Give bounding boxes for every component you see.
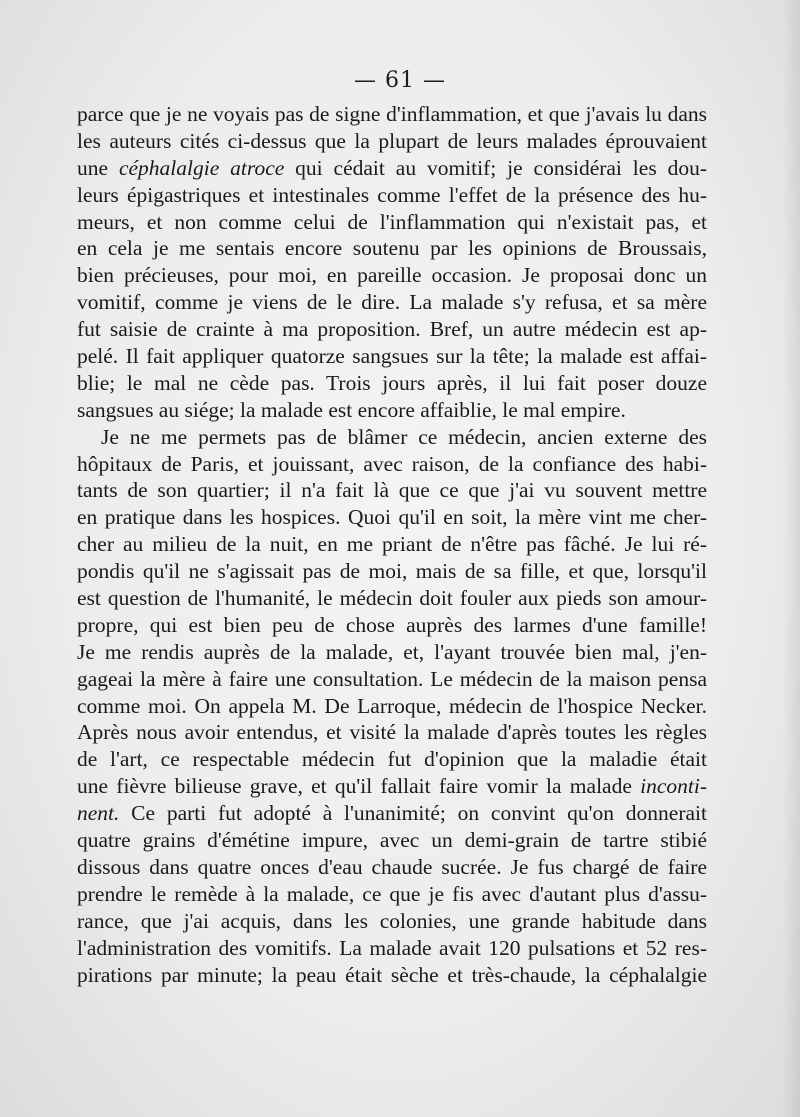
line-text: sangsues au siége; la malade est encore affaiblie, le mal empire. [77, 397, 626, 422]
line-text: vomitif, comme je viens de le dire. La malade s'y refusa, et sa mère [77, 290, 707, 315]
line-text: pirations par minute; la peau était sèche et très-chaude, la céphalalgie [77, 962, 707, 987]
line-text: gageai la mère à faire une consultation. Le médecin de la maison pensa [77, 666, 707, 691]
line-text: propre, qui est bien peu de chose auprès des larmes d'une famille! [77, 612, 707, 637]
line-text: Je ne me permets pas de blâmer ce médecin, ancien externe des [101, 424, 707, 449]
line-text: quatre grains d'émétine impure, avec un demi-grain de tartre stibié [77, 828, 707, 853]
italic-text: nent. [77, 801, 120, 826]
line-text: parce que je ne voyais pas de signe d'inflammation, et que j'avais lu dans [77, 102, 707, 126]
text-line [77, 289, 707, 316]
line-text: est question de l'humanité, le médecin doit fouler aux pieds son amour- [77, 586, 707, 611]
text-line [77, 209, 707, 236]
line-text: meurs, et non comme celui de l'inflammation qui n'existait pas, et [77, 209, 707, 234]
text-line [77, 316, 707, 343]
text-line [77, 773, 707, 800]
line-text: de l'art, ce respectable médecin fut d'opinion que la maladie était [77, 747, 707, 772]
text-line [77, 451, 707, 478]
text-line [77, 693, 707, 720]
text-line [77, 666, 707, 693]
body-text [77, 101, 707, 988]
text-line [77, 235, 707, 262]
text-line [77, 585, 707, 612]
text-line [77, 504, 707, 531]
line-text: leurs épigastriques et intestinales comme l'effet de la présence des hu- [77, 182, 707, 207]
text-line [77, 477, 707, 504]
text-line [77, 155, 707, 182]
text-line [77, 800, 707, 827]
line-text: bien précieuses, pour moi, en pareille occasion. Je proposai donc un [77, 263, 707, 288]
line-text: une [77, 155, 119, 180]
line-text: les auteurs cités ci-dessus que la plupart de leurs malades éprouvaient [77, 128, 707, 153]
text-line [77, 424, 707, 451]
text-line [77, 343, 707, 370]
line-text: comme moi. On appela M. De Larroque, médecin de l'hospice Necker. [77, 693, 707, 718]
text-line [77, 558, 707, 585]
line-text: pondis qu'il ne s'agissait pas de moi, mais de sa fille, et que, lorsqu'il [77, 559, 707, 584]
line-text: Après nous avoir entendus, et visité la malade d'après toutes les règles [77, 720, 707, 745]
text-line [77, 612, 707, 639]
line-text: cher au milieu de la nuit, en me priant de n'être pas fâché. Je lui ré- [77, 532, 707, 557]
text-line [77, 639, 707, 666]
line-text: pelé. Il fait appliquer quatorze sangsues sur la tête; la malade est affai- [77, 344, 707, 369]
text-line [77, 881, 707, 908]
line-text: Je me rendis auprès de la malade, et, l'ayant trouvée bien mal, j'en- [77, 639, 707, 664]
text-line [77, 370, 707, 397]
line-text: qui cédait au vomitif; je considérai les dou- [284, 155, 707, 180]
italic-text: inconti- [640, 774, 707, 799]
text-line [77, 908, 707, 935]
line-text: en cela je me sentais encore soutenu par les opinions de Broussais, [77, 236, 707, 261]
line-text: l'administration des vomitifs. La malade avait 120 pulsations et 52 res- [77, 935, 707, 960]
text-line [77, 397, 707, 424]
line-text: fut saisie de crainte à ma proposition. Bref, un autre médecin est ap- [77, 317, 707, 342]
line-text: dissous dans quatre onces d'eau chaude sucrée. Je fus chargé de faire [77, 854, 707, 879]
line-text: prendre le remède à la malade, ce que je fis avec d'autant plus d'assu- [77, 881, 707, 906]
page-edge-shadow [782, 0, 800, 1117]
text-line [77, 719, 707, 746]
line-text: Ce parti fut adopté à l'unanimité; on convint qu'on donnerait [119, 801, 707, 826]
line-text: en pratique dans les hospices. Quoi qu'il en soit, la mère vint me cher- [77, 505, 707, 530]
text-line [77, 262, 707, 289]
text-line [77, 128, 707, 155]
text-line [77, 962, 707, 989]
line-text: blie; le mal ne cède pas. Trois jours après, il lui fait poser douze [77, 370, 707, 395]
text-line [77, 531, 707, 558]
line-text: une fièvre bilieuse grave, et qu'il fallait faire vomir la malade [77, 774, 641, 799]
text-line [77, 827, 707, 854]
italic-text: céphalalgie atroce [118, 155, 285, 180]
text-line [77, 935, 707, 962]
line-text: rance, que j'ai acquis, dans les colonies, une grande habitude dans [77, 908, 707, 933]
line-text: hôpitaux de Paris, et jouissant, avec raison, de la confiance des habi- [77, 451, 707, 476]
text-line [77, 854, 707, 881]
line-text: tants de son quartier; il n'a fait là que ce que j'ai vu souvent mettre [77, 478, 707, 503]
text-line [77, 746, 707, 773]
text-line [77, 182, 707, 209]
text-line [77, 101, 707, 128]
page-number: — 61 — [354, 68, 446, 93]
